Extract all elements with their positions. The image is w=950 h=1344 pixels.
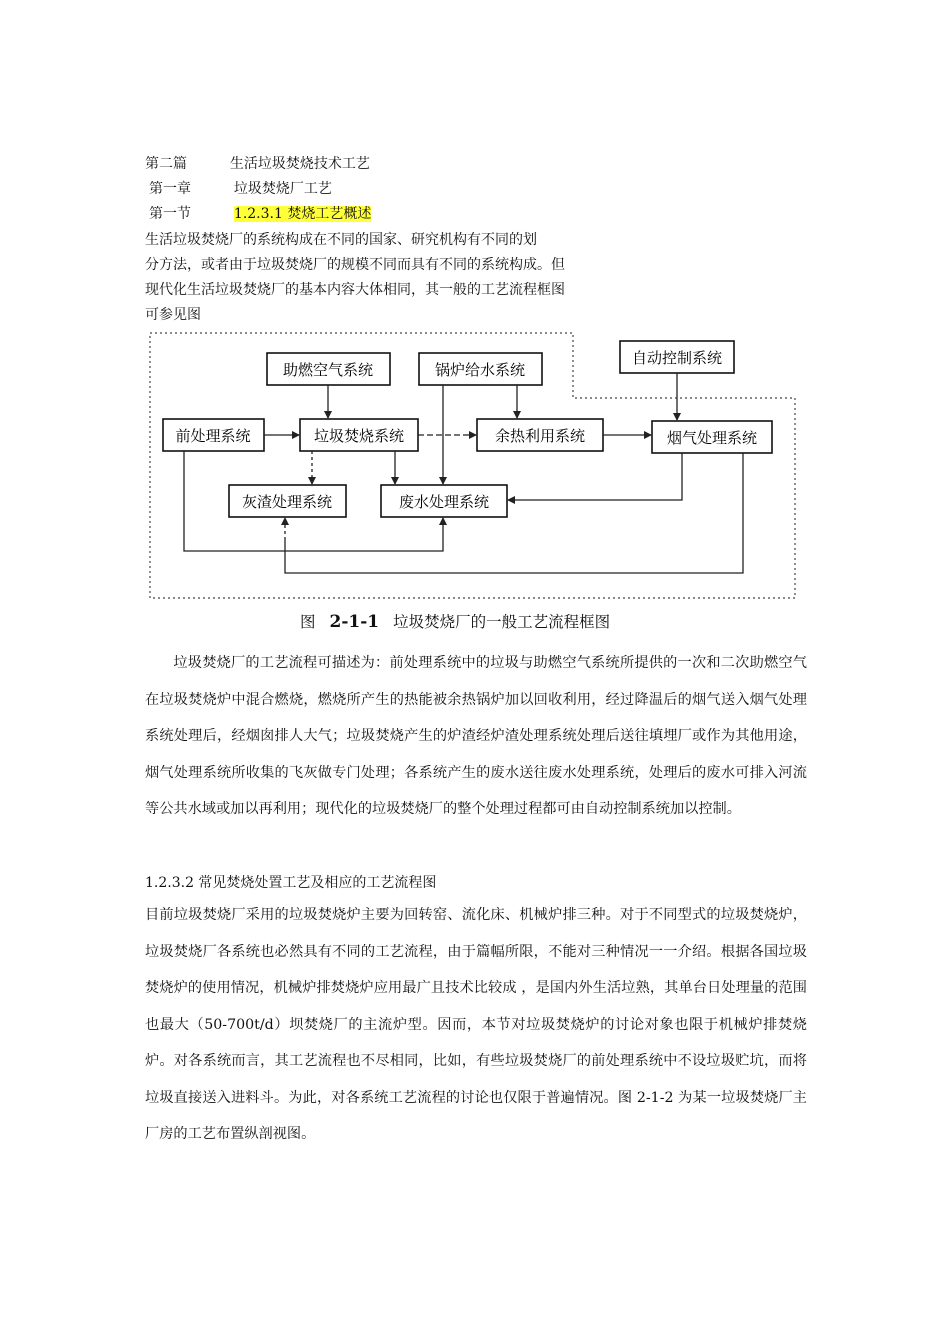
process-flow-diagram — [0, 0, 950, 640]
caption-title: 垃圾焚烧厂的一般工艺流程框图 — [393, 613, 611, 631]
label-incin: 垃圾焚烧系统 — [313, 427, 405, 445]
chapter-label: 第一章 — [149, 181, 191, 197]
caption-number: 2-1-1 — [329, 612, 380, 632]
label-ash: 灰渣处理系统 — [241, 493, 333, 511]
caption-prefix: 图 — [300, 613, 316, 631]
part-label: 第二篇 — [145, 156, 187, 172]
intro-line: 可参见图 — [145, 307, 201, 323]
section-label: 第一节 — [149, 206, 191, 222]
label-water: 锅炉给水系统 — [434, 361, 526, 379]
label-pre: 前处理系统 — [175, 427, 251, 445]
label-waste: 废水处理系统 — [398, 493, 490, 511]
subheading: 1.2.3.2 常见焚烧处置工艺及相应的工艺流程图 — [145, 875, 437, 891]
intro-line: 现代化生活垃圾焚烧厂的基本内容大体相同，其一般的工艺流程框图 — [145, 282, 565, 298]
intro-line: 分方法，或者由于垃圾焚烧厂的规模不同而具有不同的系统构成。但 — [145, 257, 565, 273]
label-flue: 烟气处理系统 — [666, 429, 758, 447]
paragraph-process-description: 垃圾焚烧厂的工艺流程可描述为：前处理系统中的垃圾与助燃空气系统所提供的一次和二次助燃空气在垃圾焚烧炉中混合燃烧，燃烧所产生的热能被余热锅炉加以回收利用，经过降温后的烟气送入烟气处理系统处理后，经烟囱排人大气；垃圾焚烧产生的炉渣经炉渣处理系统处理后送往填埋厂或作为其他用途，烟气处理系统所收集的飞灰做专门处理；各系统产生的废水送往废水处理系统，处理后的废水可排入河流等公共水域或加以再利用；现代化的垃圾焚烧厂的整个处理过程都可由自动控制系统加以控制。 — [145, 655, 807, 817]
line-flue-bottom — [285, 453, 743, 573]
label-control: 自动控制系统 — [631, 349, 723, 367]
label-air: 助燃空气系统 — [282, 361, 374, 379]
figure-caption — [300, 610, 610, 632]
part-title: 生活垃圾焚烧技术工艺 — [229, 156, 370, 172]
label-heat: 余热利用系统 — [494, 427, 586, 445]
section-title: 1.2.3.1 焚烧工艺概述 — [233, 206, 372, 222]
intro-line: 生活垃圾焚烧厂的系统构成在不同的国家、研究机构有不同的划 — [145, 232, 537, 248]
paragraph-incinerator-types: 目前垃圾焚烧厂采用的垃圾焚烧炉主要为回转窑、流化床、机械炉排三种。对于不同型式的垃圾焚烧炉，垃圾焚烧厂各系统也必然具有不同的工艺流程，由于篇幅所限，不能对三种情况一一介绍。根据各国垃圾焚烧炉的使用情况，机械炉排焚烧炉应用最广且技术比较成 ，是国内外生活垃熟，其单台日处理量的范围也最大（50-700t/d）坝焚烧厂的主流炉型。因而，本节对垃圾焚烧炉的讨论对象也限于机械炉排焚烧炉。对各系统而言，其工艺流程也不尽相同，比如，有些垃圾焚烧厂的前处理系统中不设垃圾贮坑，而将垃圾直接送入进料斗。为此，对各系统工艺流程的讨论也仅限于普遍情况。图 2-1-2 为某一垃圾焚烧厂主厂房的工艺布置纵剖视图。 — [145, 907, 807, 1142]
chapter-title: 垃圾焚烧厂工艺 — [233, 181, 332, 197]
arrow-flue-waste — [508, 453, 682, 500]
